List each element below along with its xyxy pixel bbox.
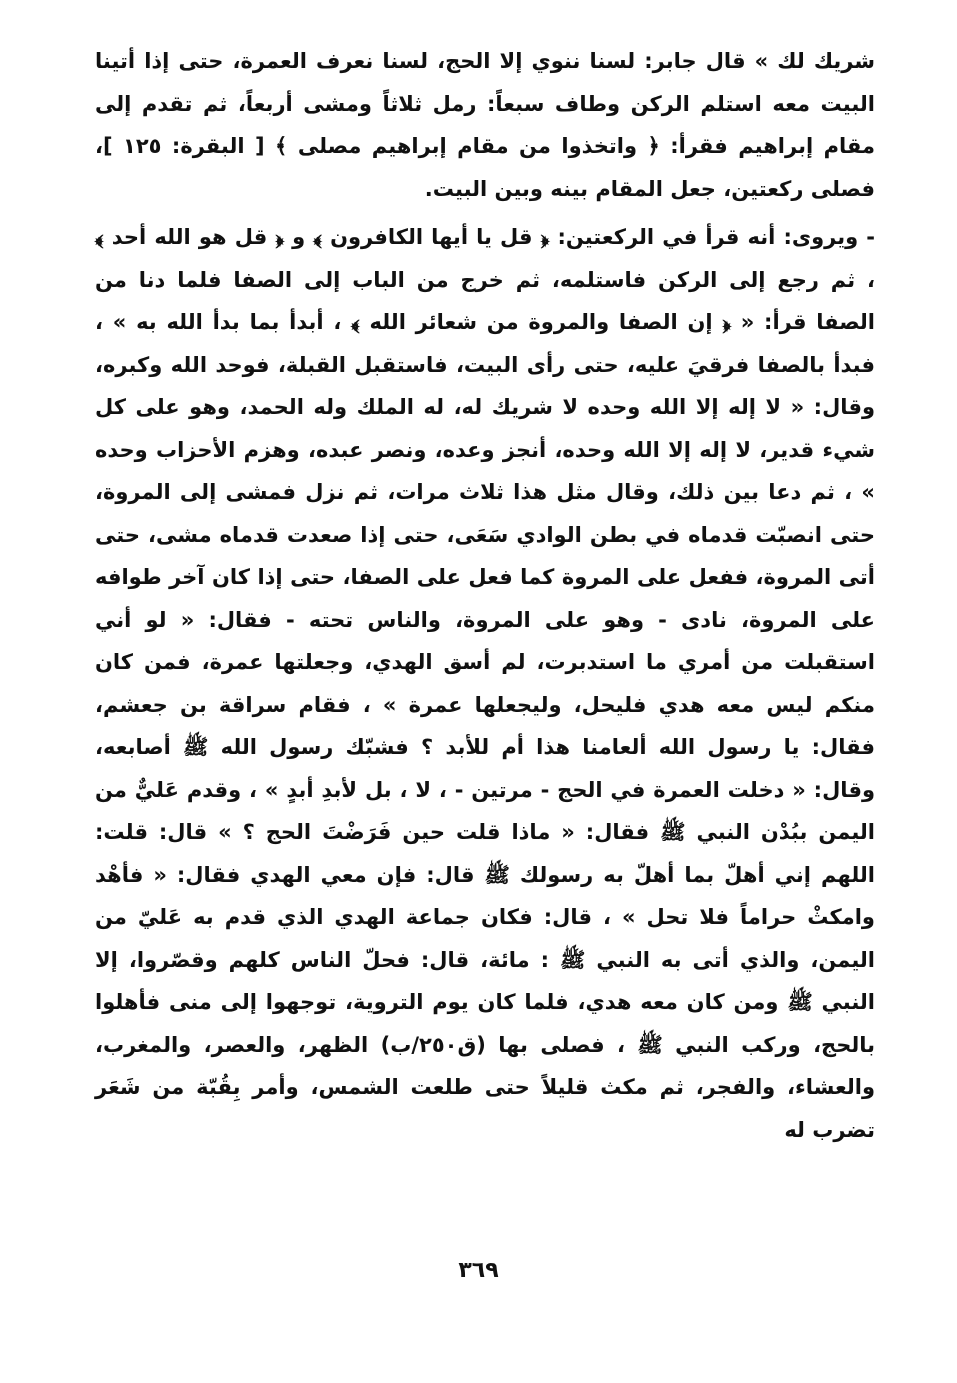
body-text [95, 40, 875, 1151]
paragraph: - ويروى: أنه قرأ في الركعتين: ﴿ قل يا أيها الكافرون ﴾ و ﴿ قل هو الله أحد ﴾ ، ثم رجع إلى الركن فاستلمه، ثم خرج من الباب إلى الصفا فلما دنا من الصفا قرأ: « ﴿ إن الصفا والمروة من شعائر الله ﴾ ، أبدأ بما بدأ الله به » ، فبدأ بالصفا فرقيَ عليه، حتى رأى البيت، فاستقبل القبلة، فوحد الله وكبره، وقال: « لا إله إلا الله وحده لا شريك له، له الملك وله الحمد، وهو على كل شيء قدير، لا إله إلا الله وحده، أنجز وعده، ونصر عبده، وهزم الأحزاب وحده » ، ثم دعا بين ذلك، وقال مثل هذا ثلاث مرات، ثم نزل فمشى إلى المروة، حتى انصبّت قدماه في بطن الوادي سَعَى، حتى إذا صعدت قدماه مشى، حتى أتى المروة، ففعل على المروة كما فعل على الصفا، حتى إذا كان آخر طوافه على المروة، نادى - وهو على المروة، والناس تحته - فقال: « لو أني استقبلت من أمري ما استدبرت، لم أسق الهدي، وجعلتها عمرة، فمن كان منكم ليس معه هدي فليحل، وليجعلها عمرة » ، فقام سراقة بن جعشم، فقال: يا رسول الله ألعامنا هذا أم للأبد ؟ فشبّك رسول الله ﷺ أصابعه، وقال: « دخلت العمرة في الحج - مرتين - ، لا ، بل لأبدِ أبدٍ » ، وقدم عَليٌّ من اليمن ببُدْن النبي ﷺ فقال: « ماذا قلت حين فَرَضْتَ الحج ؟ » قال: قلت: اللهم إني أهلّ بما أهلّ به رسولك ﷺ قال: فإن معي الهدي فقال: « فأهْد وامكثْ حراماً فلا تحل » ، قال: فكان جماعة الهدي الذي قدم به عَليّ من اليمن، والذي أتى به النبي ﷺ : مائة، قال: فحلّ الناس كلهم وقصّروا، إلا النبي ﷺ ومن كان معه هدي، فلما كان يوم التروية، توجهوا إلى منى فأهلوا بالحج، وركب النبي ﷺ ، فصلى بها (ق٢٥٠/ب) الظهر، والعصر، والمغرب، والعشاء، والفجر، ثم مكث قليلاً حتى طلعت الشمس، وأمر بِقُبّة من شَعَر تضرب له [95, 225, 875, 1142]
paragraph: شريك لك » قال جابر: لسنا ننوي إلا الحج، لسنا نعرف العمرة، حتى إذا أتينا البيت معه استلم الركن وطاف سبعاً: رمل ثلاثاً ومشى أربعاً، ثم تقدم إلى مقام إبراهيم فقرأ: ﴿ واتخذوا من مقام إبراهيم مصلى ﴾ [ البقرة: ١٢٥ ]، فصلى ركعتين، جعل المقام بينه وبين البيت. [95, 49, 875, 201]
page-number: ٣٦٩ [458, 1258, 499, 1283]
